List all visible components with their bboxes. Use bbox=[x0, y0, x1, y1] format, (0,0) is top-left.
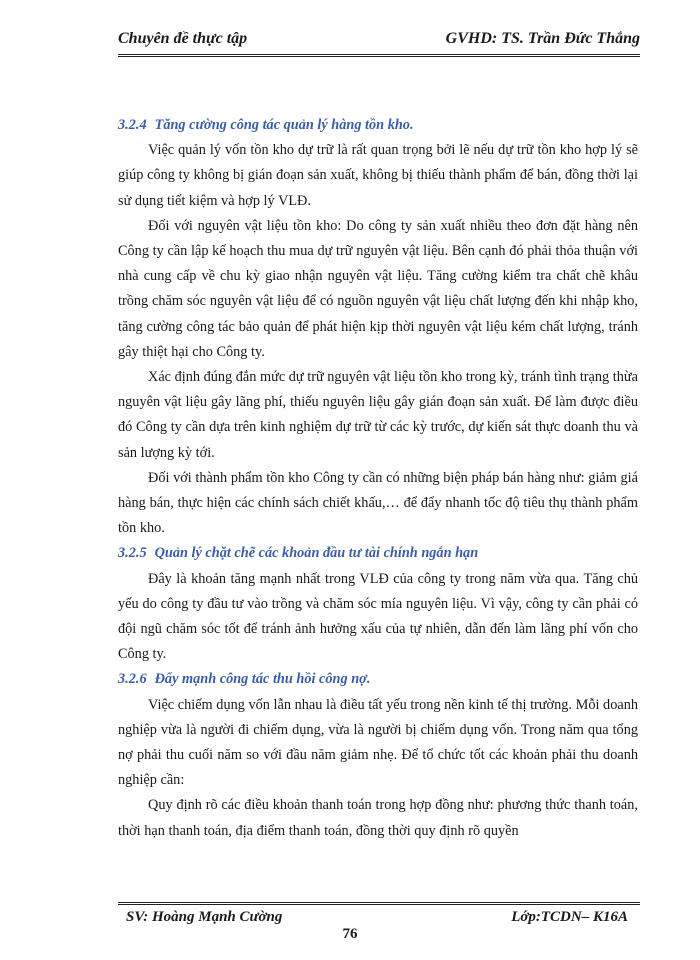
section-heading-3-2-5 bbox=[118, 541, 638, 566]
section-number: 3.2.6 bbox=[118, 671, 147, 688]
section-heading-3-2-4 bbox=[118, 113, 638, 138]
header-title: Chuyên đề thực tập bbox=[118, 30, 248, 47]
section-title: Tăng cường công tác quản lý hàng tồn kho. bbox=[154, 117, 414, 133]
page-number: 76 bbox=[342, 926, 358, 942]
section-title: Quản lý chặt chẽ các khoản đầu tư tài chính ngắn hạn bbox=[154, 545, 479, 562]
page-header bbox=[118, 30, 640, 57]
section-heading-3-2-6 bbox=[118, 667, 638, 692]
section-number: 3.2.5 bbox=[118, 545, 147, 562]
section-title: Đẩy mạnh công tác thu hồi công nợ. bbox=[154, 671, 371, 688]
footer-class: Lớp:TCDN– K16A bbox=[511, 909, 628, 925]
header-supervisor: GVHD: TS. Trần Đức Thắng bbox=[445, 30, 640, 47]
paragraph: Xác định đúng đắn mức dự trữ nguyên vật liệu tồn kho trong kỳ, tránh tình trạng thừa nguyên vật liệu gây lãng phí, thiếu nguyên liệu gây gián đoạn sản xuất. Để làm được điều đó Công ty cần dựa trên kinh nghiệm dự trữ từ các kỳ trước, dự kiến sát thực doanh thu và sản lượng kỳ tới. bbox=[118, 369, 638, 461]
paragraph: Đối với nguyên vật liệu tồn kho: Do công ty sản xuất nhiều theo đơn đặt hàng nên Công ty cần lập kế hoạch thu mua dự trữ nguyên vật liệu. Bên cạnh đó phải thỏa thuận với nhà cung cấp về chu kỳ giao nhận nguyên vật liệu. Tăng cường kiểm tra chất chẽ khâu trồng chăm sóc nguyên vật liệu để có nguồn nguyên vật liệu chất lượng đến khi nhập kho, tăng cường công tác bảo quản để phát hiện kịp thời nguyên vật liệu kém chất lượng, tránh gây thiệt hại cho Công ty. bbox=[118, 217, 638, 360]
footer-student: SV: Hoàng Mạnh Cường bbox=[126, 909, 283, 925]
paragraph: Quy định rõ các điều khoản thanh toán trong hợp đồng như: phương thức thanh toán, thời hạn thanh toán, địa điểm thanh toán, đồng thời quy định rõ quyền bbox=[118, 797, 638, 839]
paragraph: Việc chiếm dụng vốn lẫn nhau là điều tất yếu trong nền kinh tế thị trường. Mỗi doanh nghiệp vừa là người đi chiếm dụng, vừa là người bị chiếm dụng vốn. Trong năm qua tổng nợ phải thu cuối năm so với đầu năm giảm nhẹ. Để tổ chức tốt các khoản phải thu doanh nghiệp cần: bbox=[118, 696, 638, 789]
document-body bbox=[118, 113, 638, 844]
paragraph: Đối với thành phẩm tồn kho Công ty cần có những biện pháp bán hàng như: giảm giá hàng bán, thực hiện các chính sách chiết khấu,… để đẩy nhanh tốc độ tiêu thụ thành phẩm tồn kho. bbox=[118, 469, 638, 537]
section-number: 3.2.4 bbox=[118, 117, 147, 133]
paragraph: Đây là khoản tăng mạnh nhất trong VLĐ của công ty trong năm vừa qua. Tăng chủ yếu do công ty đầu tư vào trồng và chăm sóc mía nguyên liệu. Vì vậy, công ty cần phải có đội ngũ chăm sóc tốt để tránh ảnh hưởng xấu của tự nhiên, dẫn đến làm lãng phí vốn cho Công ty. bbox=[118, 570, 638, 663]
paragraph: Việc quản lý vốn tồn kho dự trữ là rất quan trọng bởi lẽ nếu dự trữ tồn kho hợp lý sẽ giúp công ty không bị gián đoạn sản xuất, không bị thiếu thành phẩm để bán, đồng thời lại sử dụng tiết kiệm và hợp lý VLĐ. bbox=[118, 142, 638, 209]
page-footer bbox=[118, 902, 640, 926]
